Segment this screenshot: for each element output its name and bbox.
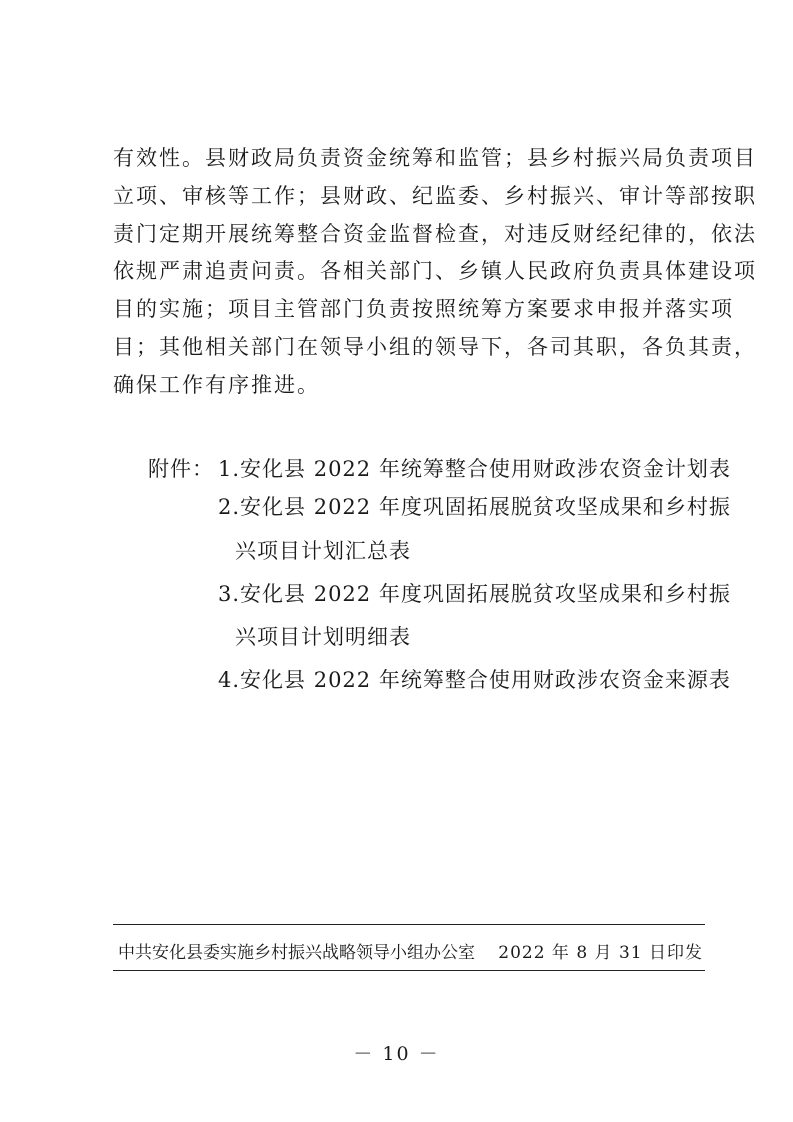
attachment-item-2: 2.安化县 2022 年度巩固拓展脱贫攻坚成果和乡村振 <box>218 495 731 519</box>
body-line: 责门定期开展统筹整合资金监督检查，对违反财经纪律的，依法 <box>113 222 757 246</box>
body-line: 立项、审核等工作；县财政、纪监委、乡村振兴、审计等部按职 <box>113 184 757 208</box>
footer-bottom-rule <box>113 970 705 971</box>
issue-date: 2022 年 8 月 31 日印发 <box>498 943 703 963</box>
attachment-item-3-continued: 兴项目计划明细表 <box>235 625 411 649</box>
footer-top-rule <box>113 924 705 925</box>
body-line: 确保工作有序推进。 <box>113 373 320 397</box>
body-line: 有效性。县财政局负责资金统筹和监管；县乡村振兴局负责项目 <box>113 146 757 170</box>
attachment-item-4: 4.安化县 2022 年统筹整合使用财政涉农资金来源表 <box>218 668 731 692</box>
body-line: 依规严肃追责问责。各相关部门、乡镇人民政府负责具体建设项 <box>113 259 757 283</box>
body-line: 目；其他相关部门在领导小组的领导下，各司其职，各负其责， <box>113 335 757 359</box>
issuing-organization: 中共安化县委实施乡村振兴战略领导小组办公室 <box>118 943 475 963</box>
page-number: － 10 － <box>353 1043 440 1065</box>
attachments-label: 附件： <box>148 457 214 481</box>
attachment-item-3: 3.安化县 2022 年度巩固拓展脱贫攻坚成果和乡村振 <box>218 582 731 606</box>
attachment-item-2-continued: 兴项目计划汇总表 <box>235 539 411 563</box>
body-line: 目的实施；项目主管部门负责按照统筹方案要求申报并落实项 <box>113 297 734 321</box>
attachment-item-1: 1.安化县 2022 年统筹整合使用财政涉农资金计划表 <box>218 457 731 481</box>
